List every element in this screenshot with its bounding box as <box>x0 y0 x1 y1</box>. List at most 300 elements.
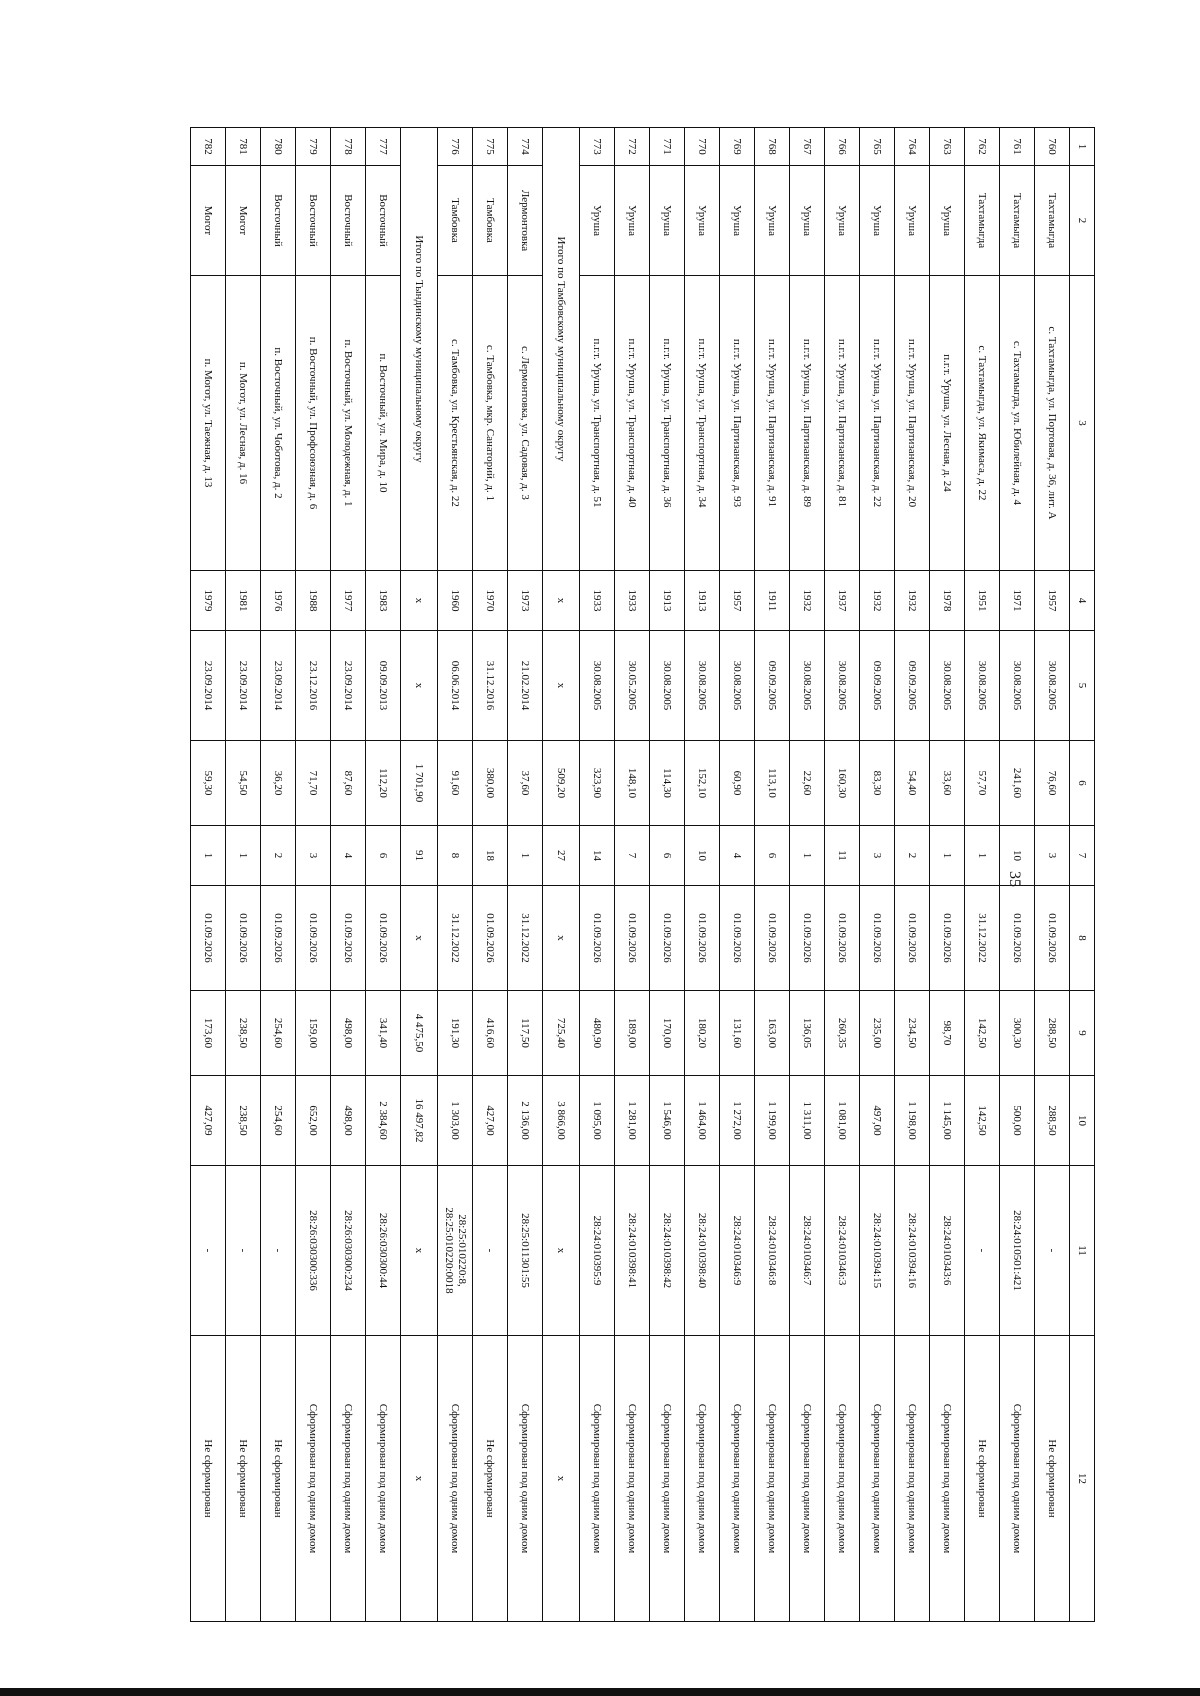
table-cell: 761 <box>1000 128 1035 166</box>
table-cell: 1 701,90 <box>401 741 438 826</box>
table-cell: 01.09.2026 <box>895 886 930 991</box>
table-cell: 01.09.2026 <box>226 886 261 991</box>
table-cell: Сформирован под одним домом <box>895 1336 930 1622</box>
table-cell: 1932 <box>895 571 930 631</box>
table-cell: 241,60 <box>1000 741 1035 826</box>
table-row <box>825 128 860 1622</box>
table-cell: п. Восточный, ул. Чоботова, д. 2 <box>261 276 296 571</box>
table-cell: 28:24:010346:3 <box>825 1166 860 1336</box>
table-cell: 22,60 <box>790 741 825 826</box>
table-cell: 170,00 <box>650 991 685 1076</box>
table-row <box>296 128 331 1622</box>
table-cell: Тахтамыгда <box>1035 166 1070 276</box>
table-cell: 18 <box>473 826 508 886</box>
table-cell: 4 <box>720 826 755 886</box>
table-cell: Тахтамыгда <box>1000 166 1035 276</box>
table-cell: 09.09.2005 <box>755 631 790 741</box>
table-cell: 1 546,00 <box>650 1076 685 1166</box>
table-cell: 28:25:011301:55 <box>508 1166 543 1336</box>
table-cell: 767 <box>790 128 825 166</box>
table-cell: 30.08.2005 <box>1000 631 1035 741</box>
table-row <box>895 128 930 1622</box>
table-cell: 766 <box>825 128 860 166</box>
table-cell: 1937 <box>825 571 860 631</box>
table-cell: 01.09.2026 <box>296 886 331 991</box>
table-cell: Не сформирован <box>261 1336 296 1622</box>
table-cell: 28:26:030300:44 <box>366 1166 401 1336</box>
table-cell: Сформирован под одним домом <box>930 1336 965 1622</box>
table-cell: 28:24:010398:40 <box>685 1166 720 1336</box>
table-cell: x <box>543 1166 580 1336</box>
table-cell: 6 <box>650 826 685 886</box>
table-cell: Лермонтовка <box>508 166 543 276</box>
table-cell: 91 <box>401 826 438 886</box>
table-cell: 113,10 <box>755 741 790 826</box>
table-cell: x <box>543 1336 580 1622</box>
column-header: 11 <box>1070 1166 1095 1336</box>
table-cell: 54,50 <box>226 741 261 826</box>
column-header: 7 <box>1070 826 1095 886</box>
table-cell: п.г.т. Уруша, ул. Партизанская, д. 93 <box>720 276 755 571</box>
table-cell: Сформирован под одним домом <box>366 1336 401 1622</box>
table-cell: Тамбовка <box>438 166 473 276</box>
table-cell: 09.09.2013 <box>366 631 401 741</box>
table-cell: 762 <box>965 128 1000 166</box>
subtotal-row <box>401 128 438 1622</box>
table-cell: 763 <box>930 128 965 166</box>
table-cell: Сформирован под одним домом <box>685 1336 720 1622</box>
table-cell: 3 866,00 <box>543 1076 580 1166</box>
table-cell: 500,00 <box>1000 1076 1035 1166</box>
table-row <box>650 128 685 1622</box>
table-cell: 1 081,00 <box>825 1076 860 1166</box>
table-cell: 27 <box>543 826 580 886</box>
table-cell: 112,20 <box>366 741 401 826</box>
table-cell: 163,00 <box>755 991 790 1076</box>
table-cell: Уруша <box>825 166 860 276</box>
table-cell: 8 <box>438 826 473 886</box>
table-cell: 159,00 <box>296 991 331 1076</box>
table-cell: 3 <box>1035 826 1070 886</box>
table-cell: 254,60 <box>261 991 296 1076</box>
table-cell: 28:24:010346:8 <box>755 1166 790 1336</box>
table-cell: 2 <box>261 826 296 886</box>
table-cell: 1 <box>508 826 543 886</box>
table-cell: Уруша <box>580 166 615 276</box>
column-header: 1 <box>1070 128 1095 166</box>
table-row <box>508 128 543 1622</box>
table-cell: п. Восточный, ул. Профсоюзная, д. 6 <box>296 276 331 571</box>
table-cell: Могот <box>226 166 261 276</box>
table-cell: 4 475,50 <box>401 991 438 1076</box>
table-cell: 01.09.2026 <box>860 886 895 991</box>
table-cell: 780 <box>261 128 296 166</box>
table-cell: 36,20 <box>261 741 296 826</box>
table-cell: 23.09.2014 <box>261 631 296 741</box>
table-cell: 1932 <box>860 571 895 631</box>
table-cell: 30.08.2005 <box>650 631 685 741</box>
table-cell: 341,40 <box>366 991 401 1076</box>
table-cell: 1976 <box>261 571 296 631</box>
table-cell: 1 199,00 <box>755 1076 790 1166</box>
table-cell: 28:24:010394:15 <box>860 1166 895 1336</box>
table-cell: 6 <box>366 826 401 886</box>
table-cell: 131,60 <box>720 991 755 1076</box>
table-cell: 173,60 <box>191 991 226 1076</box>
table-cell: 01.09.2026 <box>473 886 508 991</box>
table-cell: 1973 <box>508 571 543 631</box>
table-cell: 87,60 <box>331 741 366 826</box>
table-body <box>191 128 1070 1622</box>
table-cell: - <box>965 1166 1000 1336</box>
table-cell: 1 095,00 <box>580 1076 615 1166</box>
table-cell: Сформирован под одним домом <box>296 1336 331 1622</box>
table-cell: 31.12.2022 <box>438 886 473 991</box>
table-cell: 1970 <box>473 571 508 631</box>
table-cell: 1 <box>790 826 825 886</box>
table-cell: 3 <box>860 826 895 886</box>
table-cell: x <box>401 886 438 991</box>
table-cell: 30.08.2005 <box>580 631 615 741</box>
table-cell: 180,20 <box>685 991 720 1076</box>
table-cell: 10 <box>1000 826 1035 886</box>
table-cell: Уруша <box>685 166 720 276</box>
table-cell: Сформирован под одним домом <box>720 1336 755 1622</box>
table-cell: 725,40 <box>543 991 580 1076</box>
table-cell: 782 <box>191 128 226 166</box>
column-header: 12 <box>1070 1336 1095 1622</box>
table-cell: 23.09.2014 <box>226 631 261 741</box>
table-cell: Не сформирован <box>965 1336 1000 1622</box>
table-row <box>720 128 755 1622</box>
table-row <box>191 128 226 1622</box>
table-cell: 10 <box>685 826 720 886</box>
table-cell: 142,50 <box>965 1076 1000 1166</box>
table-cell: 238,50 <box>226 1076 261 1166</box>
table-cell: 652,00 <box>296 1076 331 1166</box>
table-cell: 1933 <box>580 571 615 631</box>
table-cell: 2 <box>895 826 930 886</box>
table-cell: п. Могот, ул. Таежная, д. 13 <box>191 276 226 571</box>
table-cell: 509,20 <box>543 741 580 826</box>
table-cell: Сформирован под одним домом <box>438 1336 473 1622</box>
table-cell: 380,00 <box>473 741 508 826</box>
table-cell: Не сформирован <box>191 1336 226 1622</box>
table-cell: с. Тамбовка, мкр. Санаторий, д. 1 <box>473 276 508 571</box>
table-cell: 28:24:010346:9 <box>720 1166 755 1336</box>
table-cell: 288,50 <box>1035 991 1070 1076</box>
table-cell: 23.12.2016 <box>296 631 331 741</box>
table-cell: Тахтамыгда <box>965 166 1000 276</box>
table-cell: 01.09.2026 <box>650 886 685 991</box>
table-cell: Уруша <box>860 166 895 276</box>
table-row <box>226 128 261 1622</box>
table-cell: 765 <box>860 128 895 166</box>
rotated-page <box>195 127 1095 1621</box>
table-cell: 764 <box>895 128 930 166</box>
table-cell: 1 <box>191 826 226 886</box>
table-cell: 427,09 <box>191 1076 226 1166</box>
table-cell: 1951 <box>965 571 1000 631</box>
table-cell: 1 272,00 <box>720 1076 755 1166</box>
table-cell: п.г.т. Уруша, ул. Лесная, д. 24 <box>930 276 965 571</box>
column-number-row <box>1070 128 1095 1622</box>
table-cell: 28:24:010501:421 <box>1000 1166 1035 1336</box>
column-header: 8 <box>1070 886 1095 991</box>
table-cell: 1957 <box>1035 571 1070 631</box>
table-cell: Не сформирован <box>473 1336 508 1622</box>
table-cell: 152,10 <box>685 741 720 826</box>
column-header: 4 <box>1070 571 1095 631</box>
table-cell: Восточный <box>261 166 296 276</box>
table-cell: 60,90 <box>720 741 755 826</box>
table-cell: 760 <box>1035 128 1070 166</box>
table-row <box>755 128 790 1622</box>
table-cell: 260,35 <box>825 991 860 1076</box>
table-cell: п.г.т. Уруша, ул. Партизанская, д. 22 <box>860 276 895 571</box>
table-cell: 254,60 <box>261 1076 296 1166</box>
housing-register-table <box>190 127 1095 1622</box>
table-cell: 416,60 <box>473 991 508 1076</box>
table-cell: с. Тамбовка, ул. Крестьянская, д. 22 <box>438 276 473 571</box>
table-cell: 234,50 <box>895 991 930 1076</box>
table-cell: Уруша <box>895 166 930 276</box>
table-cell: 4 <box>331 826 366 886</box>
table-cell: 1 311,00 <box>790 1076 825 1166</box>
table-cell: 770 <box>685 128 720 166</box>
table-cell: 1933 <box>615 571 650 631</box>
table-cell: 1981 <box>226 571 261 631</box>
table-cell: 28:24:010398:41 <box>615 1166 650 1336</box>
table-cell: - <box>1035 1166 1070 1336</box>
table-cell: 2 136,00 <box>508 1076 543 1166</box>
table-row <box>860 128 895 1622</box>
table-cell: п.г.т. Уруша, ул. Транспортная, д. 51 <box>580 276 615 571</box>
table-cell: 776 <box>438 128 473 166</box>
table-cell: x <box>401 631 438 741</box>
table-cell: 774 <box>508 128 543 166</box>
table-cell: 37,60 <box>508 741 543 826</box>
table-cell: Сформирован под одним домом <box>1000 1336 1035 1622</box>
table-cell: 769 <box>720 128 755 166</box>
table-cell: - <box>226 1166 261 1336</box>
table-cell: 189,00 <box>615 991 650 1076</box>
table-cell: 57,70 <box>965 741 1000 826</box>
table-cell: с. Тахтамыгда, ул. Юбилейная, д. 4 <box>1000 276 1035 571</box>
subtotal-row <box>543 128 580 1622</box>
table-cell: - <box>261 1166 296 1336</box>
table-cell: 1 198,00 <box>895 1076 930 1166</box>
table-cell: Сформирован под одним домом <box>650 1336 685 1622</box>
table-row <box>331 128 366 1622</box>
table-cell: 01.09.2026 <box>930 886 965 991</box>
table-cell: 1913 <box>650 571 685 631</box>
table-cell: Уруша <box>615 166 650 276</box>
table-cell: 781 <box>226 128 261 166</box>
table-cell: 01.09.2026 <box>580 886 615 991</box>
table-cell: 98,70 <box>930 991 965 1076</box>
table-cell: Восточный <box>366 166 401 276</box>
table-cell: 114,30 <box>650 741 685 826</box>
table-cell: 30.08.2005 <box>720 631 755 741</box>
table-cell: 480,90 <box>580 991 615 1076</box>
table-cell: 01.09.2026 <box>191 886 226 991</box>
table-cell: 773 <box>580 128 615 166</box>
table-cell: 1913 <box>685 571 720 631</box>
table-cell: 11 <box>825 826 860 886</box>
table-cell: x <box>543 886 580 991</box>
subtotal-label: Итого по Тындинскому муниципальному округу <box>401 128 438 571</box>
table-cell: x <box>401 1336 438 1622</box>
table-cell: Тамбовка <box>473 166 508 276</box>
table-cell: 1979 <box>191 571 226 631</box>
table-cell: 238,50 <box>226 991 261 1076</box>
table-cell: 30.08.2005 <box>685 631 720 741</box>
table-cell: 772 <box>615 128 650 166</box>
table-cell: 1977 <box>331 571 366 631</box>
table-cell: Сформирован под одним домом <box>755 1336 790 1622</box>
table-cell: 76,60 <box>1035 741 1070 826</box>
table-cell: Уруша <box>790 166 825 276</box>
table-row <box>438 128 473 1622</box>
table-cell: Сформирован под одним домом <box>580 1336 615 1622</box>
table-cell: Могот <box>191 166 226 276</box>
table-cell: 2 384,60 <box>366 1076 401 1166</box>
table-cell: x <box>401 571 438 631</box>
column-header: 6 <box>1070 741 1095 826</box>
table-cell: - <box>191 1166 226 1336</box>
table-cell: Сформирован под одним домом <box>331 1336 366 1622</box>
table-cell: 1911 <box>755 571 790 631</box>
table-cell: п.г.т. Уруша, ул. Транспортная, д. 36 <box>650 276 685 571</box>
table-cell: 191,30 <box>438 991 473 1076</box>
table-cell: 1932 <box>790 571 825 631</box>
table-cell: 1 <box>226 826 261 886</box>
table-cell: 1983 <box>366 571 401 631</box>
table-cell: 28:24:010398:42 <box>650 1166 685 1336</box>
table-cell: Уруша <box>930 166 965 276</box>
table-row <box>261 128 296 1622</box>
table-cell: п.г.т. Уруша, ул. Партизанская, д. 89 <box>790 276 825 571</box>
table-cell: п. Могот, ул. Лесная, д. 16 <box>226 276 261 571</box>
table-cell: 33,60 <box>930 741 965 826</box>
table-cell: п. Восточный, ул. Мира, д. 10 <box>366 276 401 571</box>
table-cell: 28:24:010346:7 <box>790 1166 825 1336</box>
table-cell: 1957 <box>720 571 755 631</box>
table-cell: 31.12.2022 <box>508 886 543 991</box>
table-row <box>615 128 650 1622</box>
table-cell: 01.09.2026 <box>790 886 825 991</box>
table-cell: 06.06.2014 <box>438 631 473 741</box>
table-cell: с. Тахтамыгда, ул. Портовая, д. 36, лит. А <box>1035 276 1070 571</box>
table-cell: 16 497,82 <box>401 1076 438 1166</box>
table-row <box>473 128 508 1622</box>
table-cell: - <box>473 1166 508 1336</box>
table-cell: 3 <box>296 826 331 886</box>
table-cell: 1 <box>965 826 1000 886</box>
table-row <box>685 128 720 1622</box>
table-cell: 91,60 <box>438 741 473 826</box>
table-cell: Сформирован под одним домом <box>615 1336 650 1622</box>
table-cell: 235,00 <box>860 991 895 1076</box>
table-cell: п.г.т. Уруша, ул. Партизанская, д. 20 <box>895 276 930 571</box>
table-cell: 09.09.2005 <box>895 631 930 741</box>
table-cell: 117,50 <box>508 991 543 1076</box>
column-header: 5 <box>1070 631 1095 741</box>
table-cell: 31.12.2016 <box>473 631 508 741</box>
column-header: 2 <box>1070 166 1095 276</box>
table-cell: 160,30 <box>825 741 860 826</box>
table-cell: 1 303,00 <box>438 1076 473 1166</box>
table-cell: 142,50 <box>965 991 1000 1076</box>
table-cell: 01.09.2026 <box>261 886 296 991</box>
table-cell: 323,90 <box>580 741 615 826</box>
table-cell: 28:25:010220:8, 28:25:010220:0018 <box>438 1166 473 1336</box>
table-cell: 30.08.2005 <box>965 631 1000 741</box>
table-cell: п.г.т. Уруша, ул. Транспортная, д. 40 <box>615 276 650 571</box>
column-header: 9 <box>1070 991 1095 1076</box>
table-cell: 30.05.2005 <box>615 631 650 741</box>
table-cell: с. Лермонтовка, ул. Садовая, д. 3 <box>508 276 543 571</box>
table-cell: Уруша <box>755 166 790 276</box>
table-cell: 01.09.2026 <box>1000 886 1035 991</box>
table-cell: 28:26:030300:336 <box>296 1166 331 1336</box>
table-cell: 01.09.2026 <box>720 886 755 991</box>
table-cell: 01.09.2026 <box>825 886 860 991</box>
table-cell: 768 <box>755 128 790 166</box>
table-cell: Не сформирован <box>1035 1336 1070 1622</box>
table-cell: 1 145,00 <box>930 1076 965 1166</box>
table-cell: 28:26:030300:234 <box>331 1166 366 1336</box>
table-cell: Уруша <box>650 166 685 276</box>
table-cell: Сформирован под одним домом <box>790 1336 825 1622</box>
table-cell: с. Тахтамыгда, ул. Якимаса, д. 22 <box>965 276 1000 571</box>
table-cell: 771 <box>650 128 685 166</box>
table-cell: 300,30 <box>1000 991 1035 1076</box>
table-cell: 30.08.2005 <box>930 631 965 741</box>
column-header: 3 <box>1070 276 1095 571</box>
table-cell: 1 <box>930 826 965 886</box>
table-cell: 498,00 <box>331 991 366 1076</box>
table-cell: 1 464,00 <box>685 1076 720 1166</box>
table-cell: 14 <box>580 826 615 886</box>
table-cell: 09.09.2005 <box>860 631 895 741</box>
table-cell: x <box>543 631 580 741</box>
table-cell: 28:24:010394:16 <box>895 1166 930 1336</box>
table-cell: 288,50 <box>1035 1076 1070 1166</box>
table-row <box>1000 128 1035 1622</box>
table-cell: 497,00 <box>860 1076 895 1166</box>
table-cell: Восточный <box>331 166 366 276</box>
table-cell: 54,40 <box>895 741 930 826</box>
scan-edge <box>0 1688 1200 1696</box>
table-row <box>1035 128 1070 1622</box>
table-cell: x <box>543 571 580 631</box>
table-cell: 777 <box>366 128 401 166</box>
table-cell: 30.08.2005 <box>825 631 860 741</box>
table-cell: x <box>401 1166 438 1336</box>
table-cell: Сформирован под одним домом <box>825 1336 860 1622</box>
table-cell: 779 <box>296 128 331 166</box>
table-cell: 01.09.2026 <box>685 886 720 991</box>
table-cell: 30.08.2005 <box>1035 631 1070 741</box>
page-number: 35 <box>1006 871 1023 887</box>
table-cell: 427,00 <box>473 1076 508 1166</box>
table-cell: Уруша <box>720 166 755 276</box>
table-cell: 71,70 <box>296 741 331 826</box>
table-cell: 1 281,00 <box>615 1076 650 1166</box>
table-cell: 136,05 <box>790 991 825 1076</box>
